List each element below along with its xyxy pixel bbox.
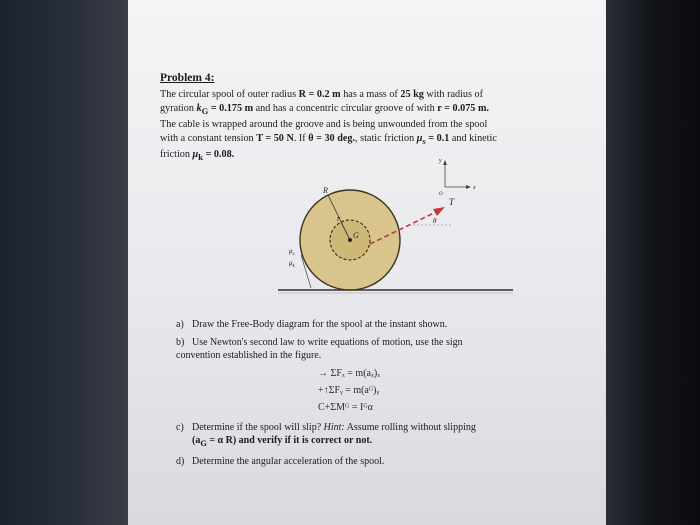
question-a: a) Draw the Free-Body diagram for the spool at the instant shown.: [176, 319, 448, 330]
problem-text: The circular spool of outer radius R = 0.2 m has a mass of 25 kg with radius of gyration $k_G = 0.175$ m and has a concentric circular groove of with r = 0.075 m. The cable is wrapped around the groove and is being unwounded from the spool with a constant tension T = 50 N. If θ = 30 deg., static friction $\mu_s = 0.1$ and kinetic friction $\mu_k = 0.08$.: [160, 89, 497, 163]
label-theta: θ: [433, 217, 437, 225]
label-O: O: [439, 192, 443, 197]
label-mu-s: $\mu_s$: [289, 247, 295, 257]
label-r: r: [337, 214, 341, 223]
question-b: b) Use Newton's second law to write equations of motion, use the sign convention established in the figure.: [176, 336, 463, 361]
monitor-bezel-right: [605, 0, 700, 525]
tension-arrowhead: [433, 207, 445, 216]
problem-title: Problem 4:: [160, 72, 215, 84]
label-y: y: [439, 158, 442, 164]
equation-moment: C+ΣMᴳ = Iᴳα: [318, 402, 373, 413]
equation-x: → ΣFₓ = m(aₓ)ₓ: [318, 368, 381, 379]
label-R: R: [323, 186, 328, 195]
label-T: T: [449, 197, 455, 207]
label-x: x: [473, 185, 476, 191]
spool-figure: [213, 155, 533, 305]
document-screen: [128, 0, 606, 525]
equations-of-motion: [318, 365, 380, 416]
x-arrowhead: [466, 185, 471, 189]
question-d: d) Determine the angular acceleration of the spool.: [176, 455, 385, 467]
center-point: [348, 238, 352, 242]
label-mu-k: $\mu_k$: [289, 259, 295, 269]
y-arrowhead: [443, 160, 447, 165]
equation-y: +↑ΣFᵧ = m(aᴳ)ᵧ: [318, 385, 380, 396]
label-G: G: [353, 231, 359, 240]
problem-statement: [160, 72, 550, 164]
question-c: c) Determine if the spool will slip? Hint: Assume rolling without slipping ($a_G = \alpha$ R) and verify if it is correct or not.: [176, 421, 476, 448]
monitor-bezel-left: [0, 0, 130, 525]
